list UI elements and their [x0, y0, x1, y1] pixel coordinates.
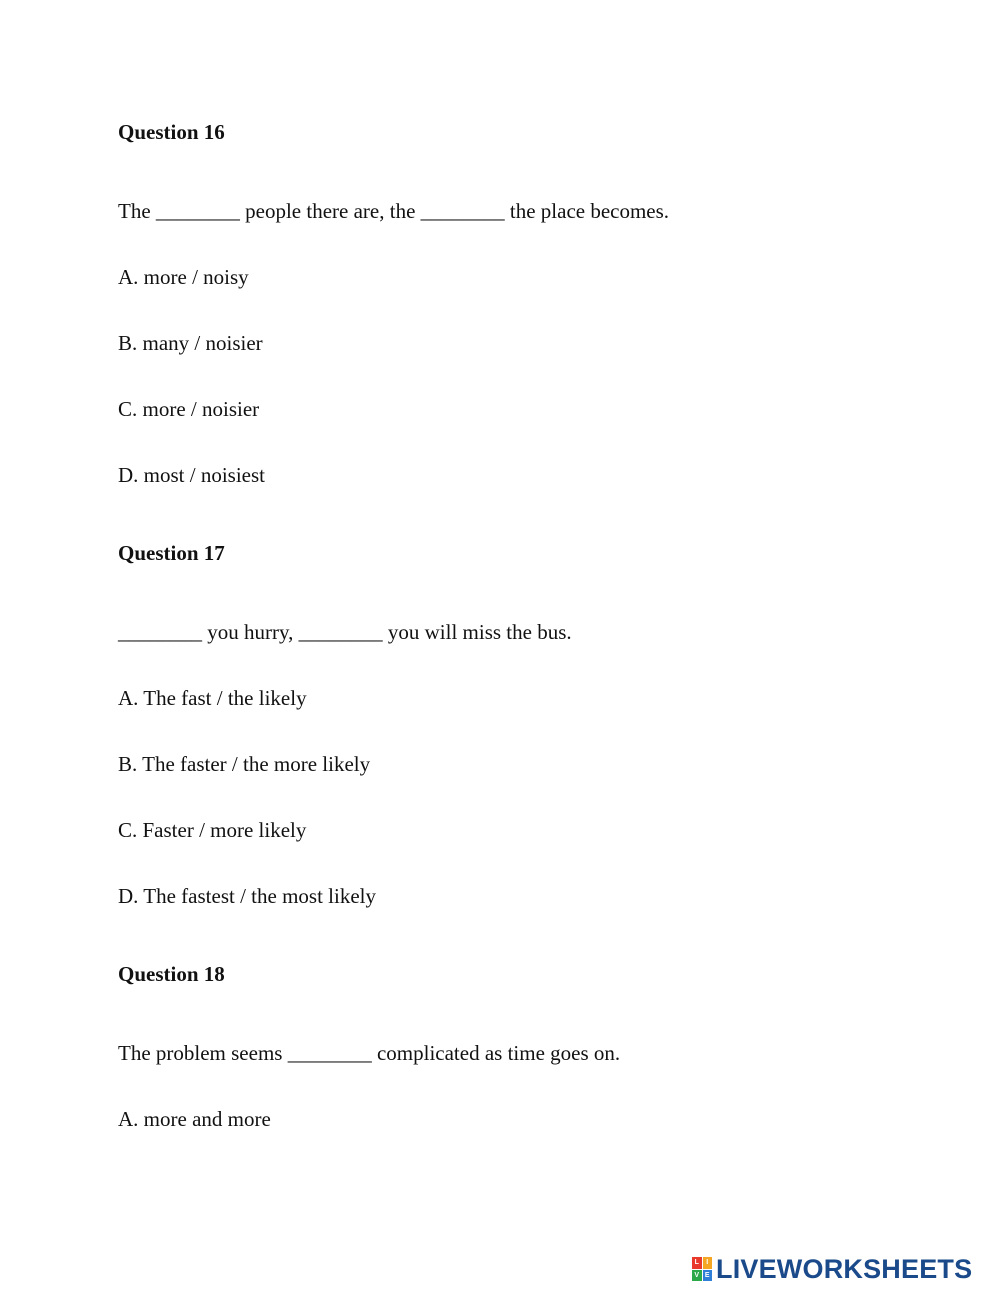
answer-option: C. Faster / more likely — [118, 818, 307, 842]
answer-option: D. The fastest / the most likely — [118, 884, 376, 908]
answer-option: D. most / noisiest — [118, 463, 266, 487]
answer-option: A. more and more — [118, 1107, 271, 1131]
answer-option: B. The faster / the more likely — [118, 752, 371, 776]
logo-mark-tile: E — [703, 1270, 713, 1282]
question-heading: Question 16 — [118, 120, 225, 144]
question-heading: Question 18 — [118, 962, 225, 986]
logo-text: LIVEWORKSHEETS — [716, 1254, 973, 1284]
answer-option: B. many / noisier — [118, 331, 263, 355]
answer-option: A. The fast / the likely — [118, 686, 307, 710]
logo-mark-tile: V — [692, 1270, 702, 1282]
question-prompt: The ________ people there are, the ________ the place becomes. — [118, 199, 670, 223]
logo-mark-tile: I — [703, 1257, 713, 1269]
logo-mark-icon — [692, 1257, 712, 1281]
answer-option: C. more / noisier — [118, 397, 260, 421]
liveworksheets-logo — [692, 1254, 972, 1284]
question-prompt: The problem seems ________ complicated as time goes on. — [118, 1041, 621, 1065]
logo-mark-tile: L — [692, 1257, 702, 1269]
answer-option: A. more / noisy — [118, 265, 249, 289]
question-prompt: ________ you hurry, ________ you will miss the bus. — [118, 620, 572, 644]
question-heading: Question 17 — [118, 541, 225, 565]
